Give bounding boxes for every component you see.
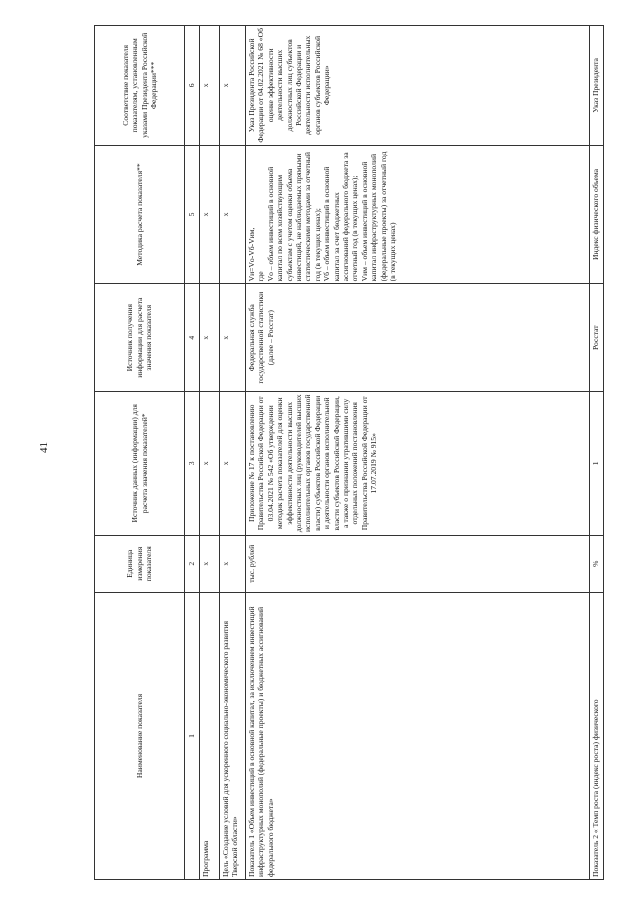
column-number: 1 [185,592,200,879]
header-source-info: Источник получения информации для расчета значения показателя [95,284,185,392]
unit-cell: x [220,535,246,592]
header-source-data: Источник данных (информации) для расчета значения показателей* [95,392,185,536]
method-line: Vб – объем инвестиций в основной капитал за счет бюджетных ассигнований федерального бюджета за отчетный год (в текущих ценах); [322,152,360,282]
indicator-table-sheet [94,25,604,880]
indicator-name: Программа [200,592,220,879]
unit-cell: x [200,535,220,592]
correspondence-cell: x [220,26,246,146]
source-info-cell: Федеральная служба государственной статистики (далее – Росстат) [246,284,590,392]
table-row-goal [220,26,246,880]
source-info-cell: x [220,284,246,392]
method-formula: Vи=Vо-Vб-Vим, [247,227,256,282]
source-data-cell: 1 [590,392,604,536]
method-line: Vим – объем инвестиций в основной капитал инфраструктурных монополий (федеральные проекты) за отчетный год (в текущих ценах) [359,151,398,282]
indicator-name: Цель «Создание условий для ускоренного социально-экономического развития Тверской области» [220,592,246,879]
indicator-name: Показатель 2 « Темп роста (индекс роста) физического [590,592,604,879]
method-line: Vо – объем инвестиций в основной капитал по всем хозяйствующим субъектам с учетом оценки объема инвестиций, не наблюдаемых прямыми статистическими методами за отчетный год (в текущих ценах); [265,152,322,282]
source-data-cell: x [200,392,220,536]
header-indicator-name: Наименование показателя [95,592,185,879]
method-cell: Индекс физического объема [590,145,604,284]
correspondence-cell: x [200,26,220,146]
header-unit: Единица измерения показателя [95,535,185,592]
column-number: 2 [185,535,200,592]
unit-cell: % [590,535,604,592]
column-number-row [185,26,200,880]
indicator-name: Показатель 1 «Объем инвестиций в основной капитал, за исключением инвестиций инфраструктурных монополий (федеральные проекты) и бюджетных ассигнований федерального бюджета» [246,592,590,879]
method-cell [246,145,590,284]
column-number: 6 [185,26,200,146]
source-data-cell: Приложение № 17 к постановлению Правительства Российской Федерации от 03.04.2021 № 542 «Об утверждении методик расчета показателей для оценки эффективности деятельности высших должностных лиц (руководителей высших исполнительных органов государственной власти) субъектов Российской Федерации и деятельности органов исполнительной власти субъектов Российской Федерации, а также о признании утратившими силу отдельных положений постановления Правительства Российской Федерации от 17.07.2019 № 915» [246,392,590,536]
table-row-program [200,26,220,880]
header-correspondence: Соответствие показателя показателям, установленным указами Президента Российской Федерации*** [95,26,185,146]
method-line: где [256,271,266,282]
header-method: Методика расчета показателя** [95,145,185,284]
method-cell: x [200,145,220,284]
source-info-cell: Росстат [590,284,604,392]
table-row-indicator-1 [246,26,590,880]
correspondence-cell: Указ Президента Российской Федерации от 04.02.2021 № 68 «Об оценке эффективности деятельности высших должностных лиц субъектов Российской Федерации и деятельности исполнительных органов субъектов Российской Федерации» [246,26,590,146]
source-info-cell: x [200,284,220,392]
correspondence-cell: Указ Президента [590,26,604,146]
table-row-indicator-2 [590,26,604,880]
column-number: 4 [185,284,200,392]
indicator-table [94,25,604,880]
column-number: 5 [185,145,200,284]
method-cell: x [220,145,246,284]
unit-cell: тыс. рублей [246,535,590,592]
source-data-cell: x [220,392,246,536]
column-number: 3 [185,392,200,536]
page-number: 41 [38,442,50,453]
header-row [95,26,185,880]
